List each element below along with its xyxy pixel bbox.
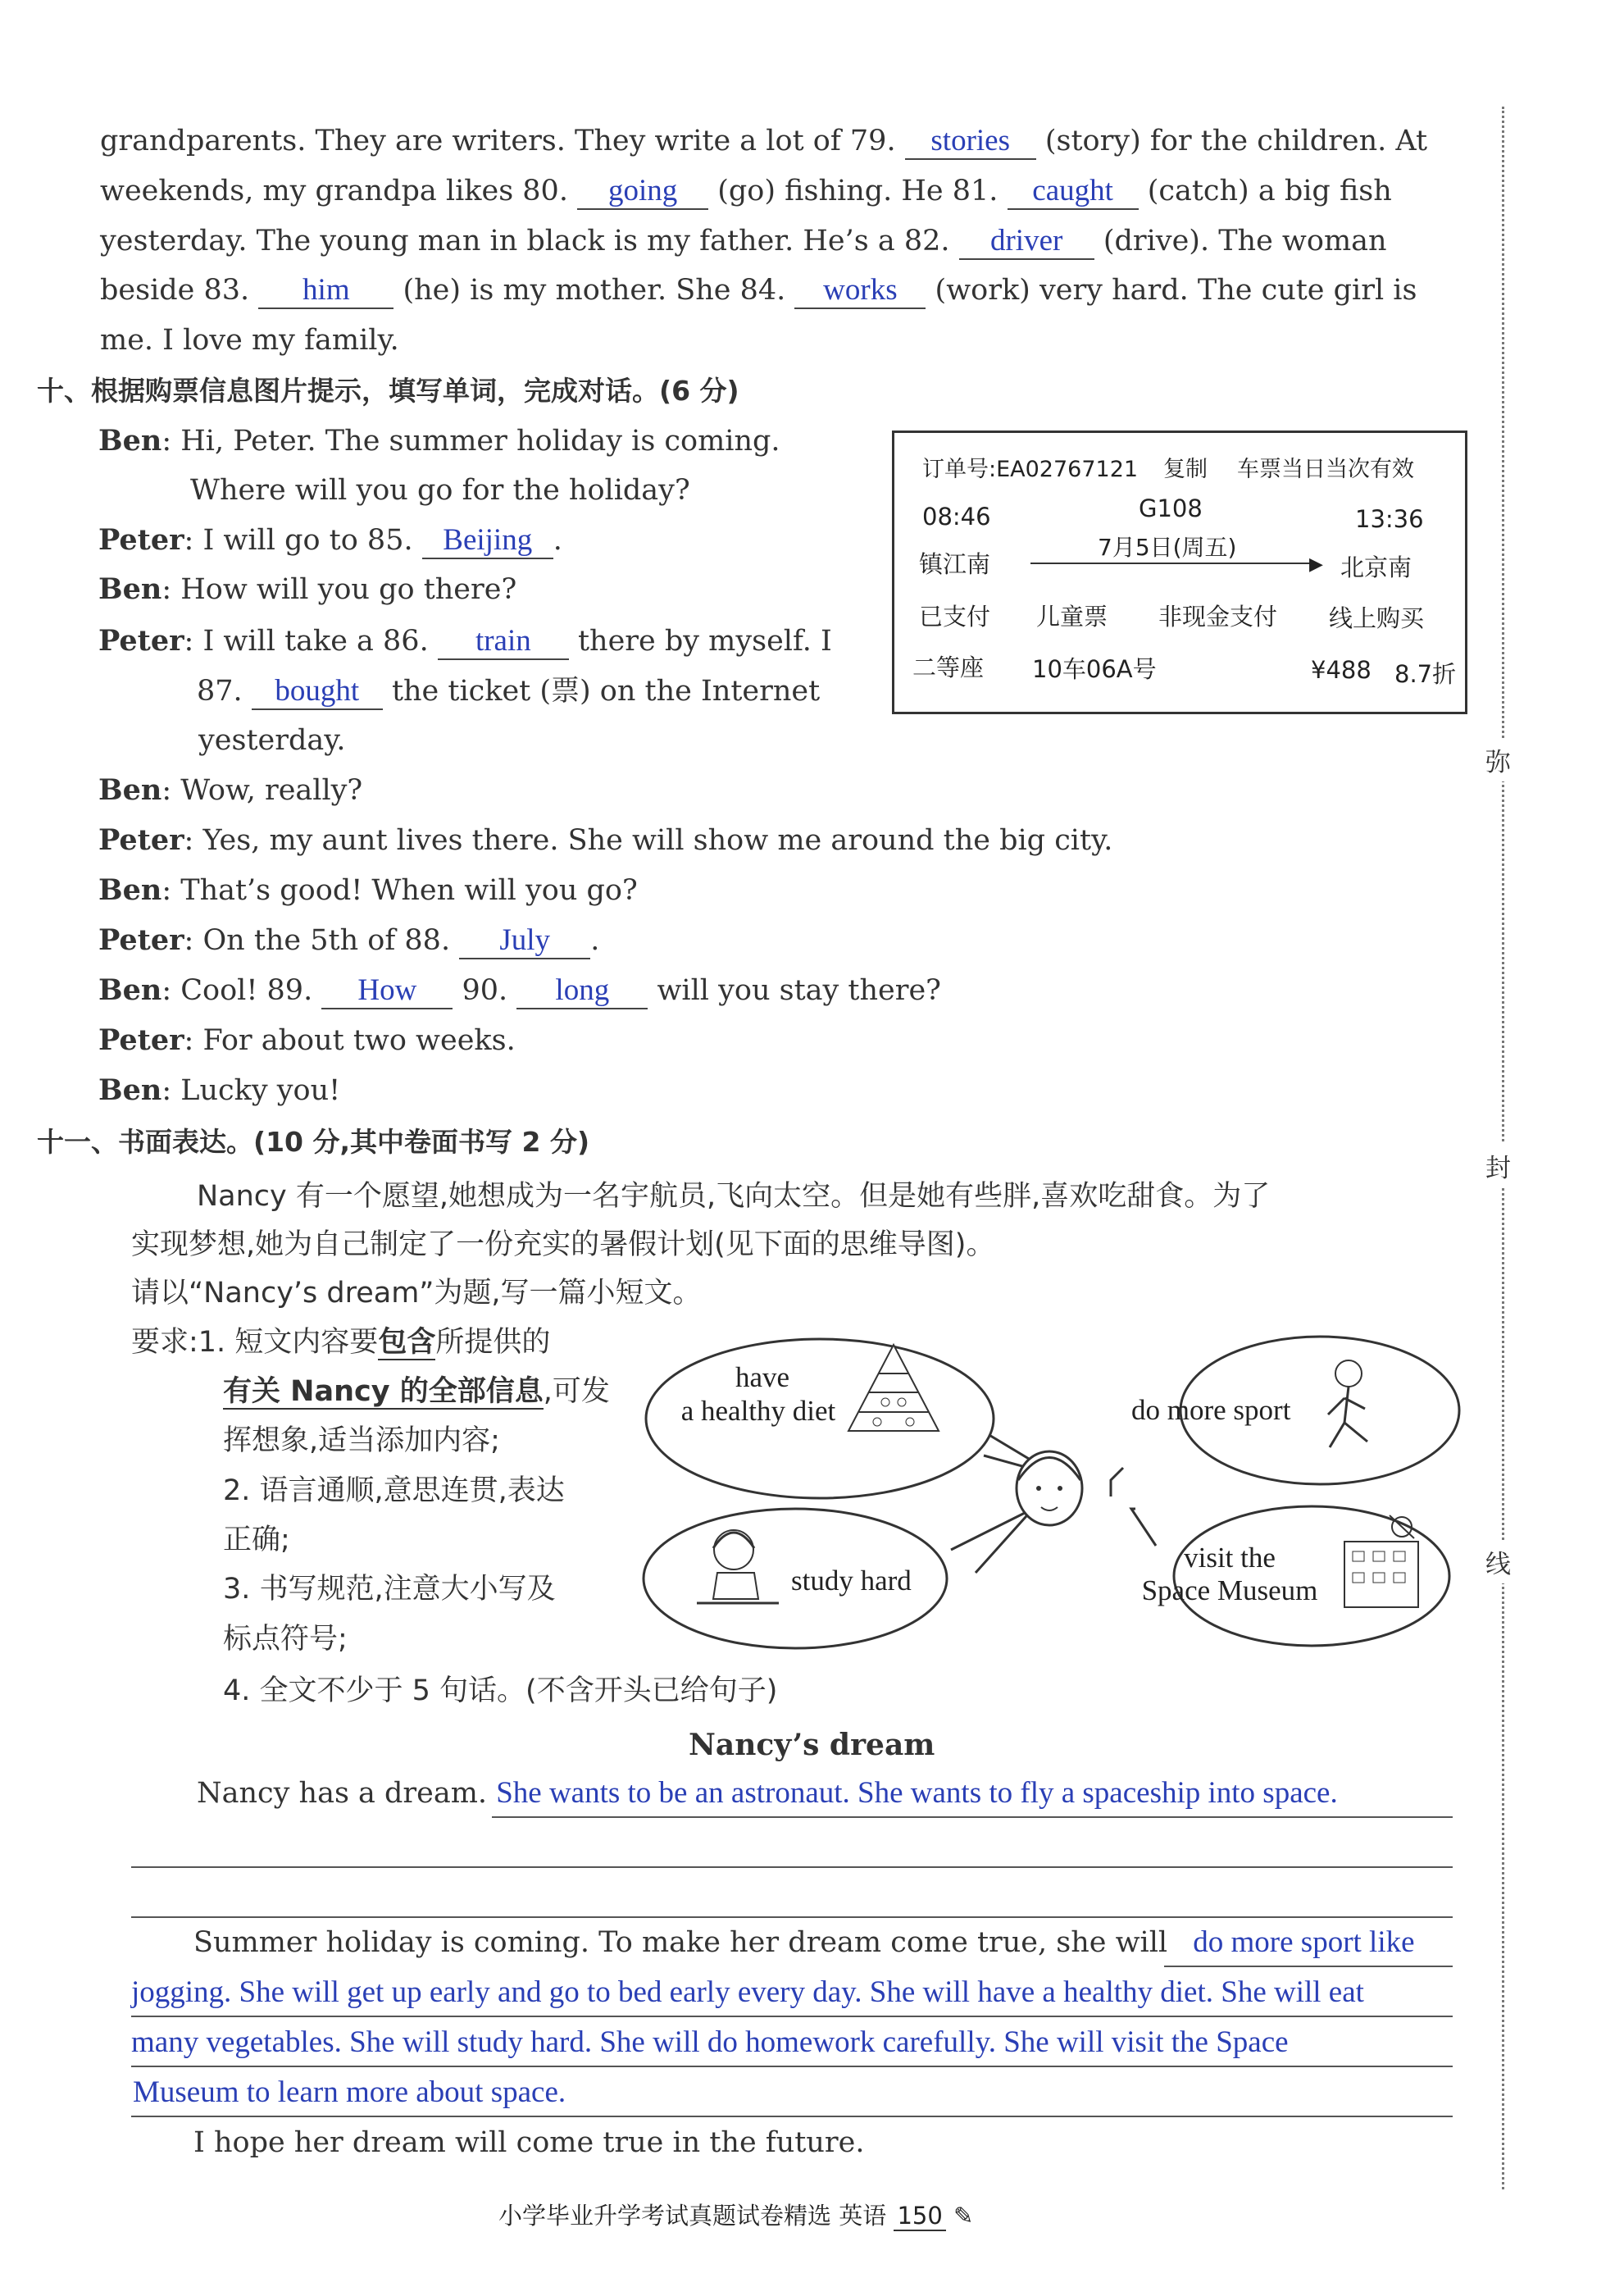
passage-line-1: [100, 116, 1427, 166]
speaker-ben: Ben: [98, 773, 162, 807]
ticket-online: 线上购买: [1329, 604, 1425, 632]
requirement-4: 4. 全文不少于 5 句话。(不含开头已给句子): [223, 1674, 778, 1707]
ticket-discount: 8.7折: [1394, 660, 1457, 688]
text: Yes, my aunt lives there. She will show me around the big city.: [202, 824, 1113, 857]
text: Summer holiday is coming. To make her dream come true, she will: [193, 1926, 1168, 1959]
bubble-museum-line1: visit the: [1184, 1542, 1276, 1574]
dialog-line-1b: Where will you go for the holiday?: [190, 474, 690, 507]
speaker-peter: Peter: [98, 523, 184, 557]
dialog-line-5: Ben: Wow, really?: [98, 773, 363, 807]
passage-line-4: [100, 266, 1417, 315]
dialog-line-4b: [197, 667, 820, 716]
dialog-line-4: Peter: I will take a 86. train there by myself. I: [98, 617, 832, 666]
dialog-line-11: Ben: Lucky you!: [98, 1073, 341, 1107]
dialog-line-9: Ben: Cool! 89. How 90. long will you stay there?: [98, 966, 941, 1015]
ticket-date: 7月5日(周五): [1098, 534, 1237, 561]
write-line-1: [492, 1816, 1453, 1818]
answer-79: stories: [905, 124, 1036, 160]
emphasis: 包含: [378, 1326, 436, 1359]
section-11-title: 十一、书面表达。(10 分,其中卷面书写 2 分): [37, 1126, 590, 1158]
essay-line-5: Museum to learn more about space.: [133, 2075, 566, 2109]
passage-line-5: me. I love my family.: [100, 324, 399, 357]
ticket-train-no: G108: [1139, 494, 1203, 522]
footer-book-title: 小学毕业升学考试真题试卷精选 英语: [498, 2202, 887, 2230]
speaker-peter: Peter: [98, 923, 184, 957]
text: Hi, Peter. The summer holiday is coming.: [180, 425, 780, 458]
text: Lucky you!: [180, 1074, 341, 1107]
ticket-depart-time: 08:46: [922, 503, 991, 531]
text: Wow, really?: [180, 774, 363, 807]
footer: [498, 2198, 973, 2231]
margin-char-mi: 弥: [1485, 738, 1511, 781]
text: (work) very hard. The cute girl is: [935, 274, 1417, 307]
page-number: 150: [894, 2202, 945, 2231]
requirement-3b: 标点符号;: [223, 1623, 348, 1656]
margin-char-xian: 线: [1485, 1540, 1511, 1583]
speaker-ben: Ben: [98, 1073, 162, 1107]
essay-line-6: I hope her dream will come true in the future.: [193, 2126, 865, 2159]
bubble-diet-line1: have: [735, 1361, 790, 1393]
write-line-7: [131, 2116, 1453, 2117]
ticket-from: 镇江南: [919, 550, 991, 578]
prompt-para-2: 请以“Nancy’s dream”为题,写一篇小短文。: [131, 1277, 702, 1310]
text: I will go to 85.: [202, 524, 413, 557]
ticket-child: 儿童票: [1036, 603, 1108, 631]
dialog-line-2: Peter: I will go to 85. Beijing .: [98, 516, 562, 565]
answer-80: going: [577, 174, 708, 210]
essay-answer-2: do more sport like: [1193, 1925, 1415, 1959]
essay-answer-1: She wants to be an astronaut. She wants to fly a spaceship into space.: [496, 1776, 1338, 1810]
requirement-1b: [223, 1367, 610, 1416]
dialog-line-8: Peter: On the 5th of 88. July .: [98, 916, 599, 965]
prompt-para-1b: 实现梦想,她为自己制定了一份充实的暑假计划(见下面的思维导图)。: [131, 1228, 995, 1261]
answer-84: works: [794, 273, 926, 309]
write-line-4: [1164, 1966, 1453, 1967]
ticket-arrive-time: 13:36: [1355, 505, 1424, 533]
dialog-line-1: Ben: Hi, Peter. The summer holiday is coming.: [98, 424, 780, 458]
write-line-5: [131, 2016, 1453, 2017]
ticket-arrow-line: [1030, 563, 1317, 564]
speaker-peter: Peter: [98, 1023, 184, 1057]
answer-90: long: [516, 973, 648, 1009]
ticket-copy: 复制: [1163, 457, 1208, 482]
ticket-seat: 10车06A号: [1032, 655, 1157, 683]
write-line-6: [131, 2066, 1453, 2067]
answer-82: driver: [959, 224, 1094, 260]
speaker-peter: Peter: [98, 823, 184, 857]
text: 87.: [197, 675, 243, 708]
text: (he) is my mother. She 84.: [403, 274, 786, 307]
essay-line-4: many vegetables. She will study hard. She will do homework carefully. She will visit the Space: [131, 2025, 1289, 2059]
dialog-line-7: Ben: That’s good! When will you go?: [98, 873, 638, 907]
text: ,可发: [543, 1375, 610, 1408]
section-10-title: 十、根据购票信息图片提示，填写单词，完成对话。(6 分): [37, 375, 739, 407]
bubble-diet-line2: a healthy diet: [680, 1395, 836, 1427]
text: weekends, my grandpa likes 80.: [100, 175, 568, 207]
text: grandparents. They are writers. They write a lot of 79.: [100, 125, 896, 157]
essay-line-1: [197, 1769, 1338, 1818]
answer-81: caught: [1008, 174, 1139, 210]
text: there by myself. I: [577, 625, 832, 658]
requirement-3: 3. 书写规范,注意大小写及: [223, 1573, 556, 1606]
bubble-tail-sport: [1111, 1468, 1123, 1496]
ticket-noncash: 非现金支付: [1158, 603, 1278, 631]
ticket-seat-class: 二等座: [912, 654, 985, 681]
bubble-museum-line2: Space Museum: [1141, 1574, 1318, 1606]
speaker-ben: Ben: [98, 973, 162, 1007]
ticket-price: ¥488: [1311, 656, 1372, 684]
text: How will you go there?: [180, 573, 517, 606]
dialog-line-6: Peter: Yes, my aunt lives there. She will show me around the big city.: [98, 823, 1113, 857]
nancy-face-icon: [1017, 1451, 1082, 1525]
requirement-1: [131, 1318, 550, 1367]
text: On the 5th of 88.: [202, 924, 451, 957]
ticket-paid: 已支付: [919, 603, 991, 631]
dialog-line-4c: yesterday.: [198, 724, 346, 757]
text: (go) fishing. He 81.: [717, 175, 999, 207]
text: 90.: [462, 974, 508, 1007]
write-line-2: [131, 1866, 1453, 1868]
ticket-valid: 车票当日当次有效: [1237, 457, 1414, 482]
text: (story) for the children. At: [1044, 125, 1428, 157]
passage-line-3: [100, 216, 1387, 266]
dialog-line-10: Peter: For about two weeks.: [98, 1023, 516, 1057]
essay-line-3: jogging. She will get up early and go to bed early every day. She will have a healthy diet. She will eat: [131, 1975, 1364, 2009]
bubble-study-text: study hard: [791, 1565, 912, 1597]
requirement-2b: 正确;: [223, 1524, 290, 1556]
text: the ticket (票) on the Internet: [391, 675, 821, 708]
text: Cool! 89.: [180, 974, 313, 1007]
prompt-para-1a: Nancy 有一个愿望,她想成为一名宇航员,飞向太空。但是她有些胖,喜欢吃甜食。为了: [197, 1180, 1271, 1213]
bubble-tail-museum: [1131, 1509, 1156, 1546]
answer-85: Beijing: [422, 523, 553, 559]
text: 所提供的: [435, 1326, 551, 1359]
text: I will take a 86.: [202, 625, 429, 658]
answer-83: him: [258, 273, 393, 309]
text: beside 83.: [100, 274, 250, 307]
bubble-tail-study: [951, 1509, 1033, 1573]
requirement-2: 2. 语言通顺,意思连贯,表达: [223, 1474, 565, 1507]
ticket-order: 订单号:EA02767121: [922, 457, 1139, 482]
text: (drive). The woman: [1103, 225, 1387, 257]
text: 要求:1. 短文内容要: [131, 1326, 379, 1359]
arrow-right-icon: ▶: [1309, 554, 1323, 575]
answer-87: bought: [252, 674, 383, 710]
text: (catch) a big fish: [1147, 175, 1392, 207]
essay-line-2: [193, 1918, 1415, 1967]
margin-char-feng: 封: [1485, 1144, 1511, 1187]
speaker-ben: Ben: [98, 873, 162, 907]
speaker-peter: Peter: [98, 624, 184, 658]
passage-line-2: [100, 166, 1392, 216]
text: That’s good! When will you go?: [180, 874, 638, 907]
answer-86: train: [438, 624, 569, 660]
text: Nancy has a dream.: [197, 1777, 488, 1810]
dialog-line-3: Ben: How will you go there?: [98, 572, 517, 606]
speaker-ben: Ben: [98, 572, 162, 606]
text: yesterday. The young man in black is my father. He’s a 82.: [100, 225, 950, 257]
answer-88: July: [459, 923, 590, 959]
essay-title: Nancy’s dream: [689, 1728, 935, 1762]
emphasis: 有关 Nancy 的全部信息: [223, 1375, 544, 1408]
text: For about two weeks.: [202, 1024, 516, 1057]
train-ticket: [892, 430, 1467, 714]
answer-89: How: [321, 973, 453, 1009]
text: will you stay there?: [657, 974, 941, 1007]
ticket-to: 北京南: [1340, 554, 1412, 581]
bubble-sport-text: do more sport: [1131, 1394, 1291, 1426]
pencil-icon: ✎: [953, 2202, 974, 2230]
speaker-ben: Ben: [98, 424, 162, 458]
requirement-1c: 挥想象,适当添加内容;: [223, 1424, 500, 1457]
